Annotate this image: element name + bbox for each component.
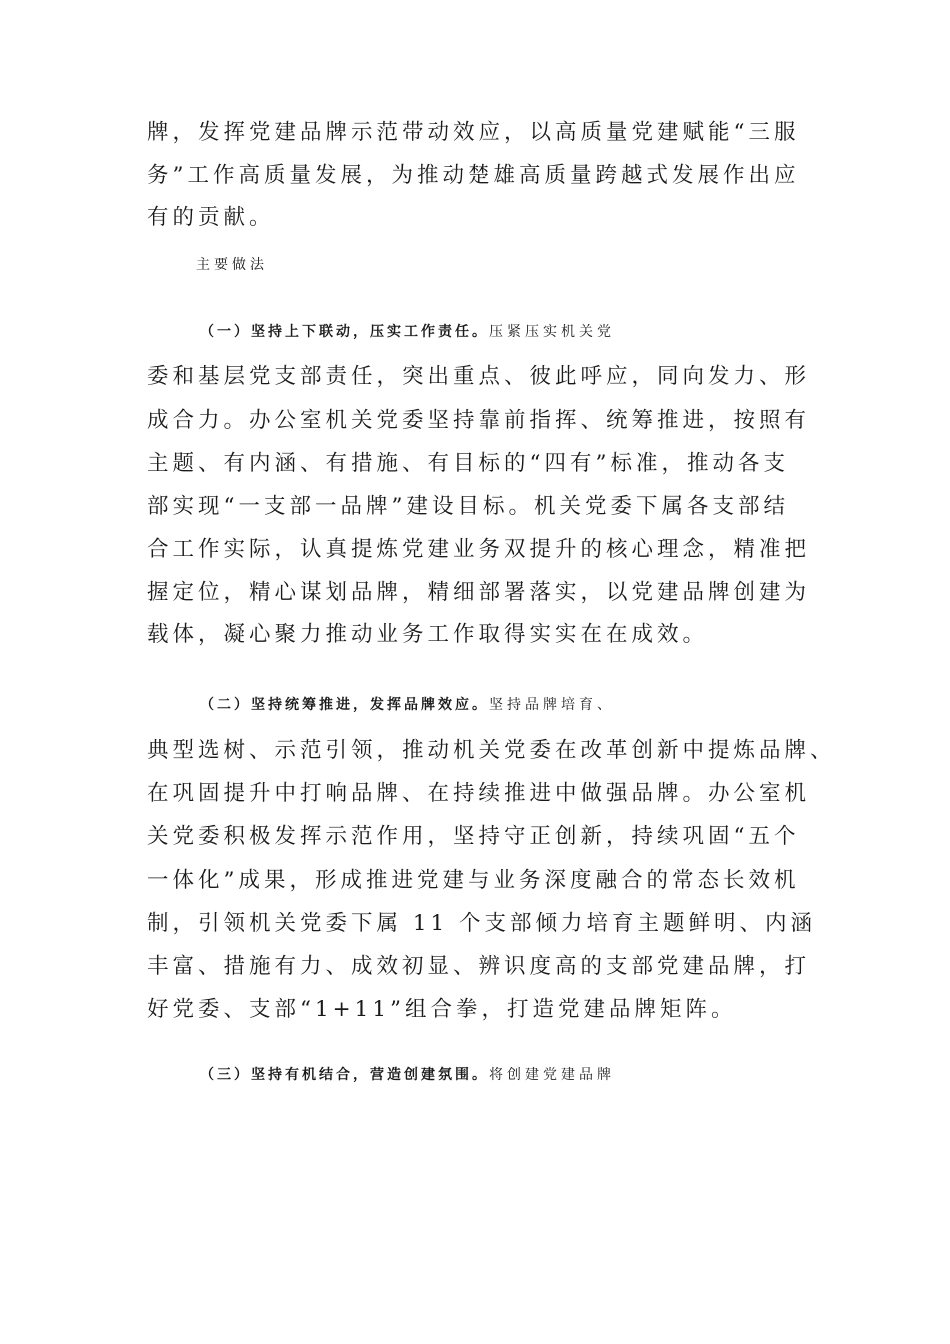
text-line: 委和基层党支部责任，突出重点、彼此呼应，同向发力、形 bbox=[147, 364, 811, 389]
text-line: 一体化”成果，形成推进党建与业务深度融合的常态长效机 bbox=[147, 868, 800, 893]
text-line: 主题、有内涵、有措施、有目标的“四有”标准，推动各支 bbox=[147, 451, 789, 476]
item-first-line bbox=[200, 690, 880, 720]
item-first-line bbox=[200, 317, 880, 347]
text-line: 在巩固提升中打响品牌、在持续推进中做强品牌。办公室机 bbox=[147, 781, 811, 806]
text-line: 握定位，精心谋划品牌，精细部署落实，以党建品牌创建为 bbox=[147, 580, 811, 605]
text-line: 务”工作高质量发展，为推动楚雄高质量跨越式发展作出应 bbox=[147, 163, 800, 188]
text-line: 合工作实际，认真提炼党建业务双提升的核心理念，精准把 bbox=[147, 537, 811, 562]
text-line: 制，引领机关党委下属 11 个支部倾力培育主题鲜明、内涵 bbox=[147, 911, 817, 936]
text-line: 关党委积极发挥示范作用，坚持守正创新，持续巩固“五个 bbox=[147, 824, 800, 849]
item-text: 将创建党建品牌 bbox=[489, 1067, 615, 1083]
text-line: 丰富、措施有力、成效初显、辨识度高的支部党建品牌，打 bbox=[147, 954, 811, 979]
item-title: （二）坚持统筹推进，发挥品牌效应。 bbox=[200, 697, 489, 713]
text-line: 典型选树、示范引领，推动机关党委在改革创新中提炼品牌、 bbox=[147, 738, 836, 763]
item-title: （一）坚持上下联动，压实工作责任。 bbox=[200, 324, 489, 340]
item-first-line bbox=[200, 1060, 880, 1090]
text-line: 有的贡献。 bbox=[147, 205, 275, 230]
text-line: 部实现“一支部一品牌”建设目标。机关党委下属各支部结 bbox=[147, 494, 789, 519]
section-heading: 主要做法 bbox=[196, 257, 268, 273]
item-text: 压紧压实机关党 bbox=[489, 324, 615, 340]
text-line: 载体，凝心聚力推动业务工作取得实实在在成效。 bbox=[147, 622, 709, 647]
text-line: 成合力。办公室机关党委坚持靠前指挥、统筹推进，按照有 bbox=[147, 408, 811, 433]
item-title: （三）坚持有机结合，营造创建氛围。 bbox=[200, 1067, 489, 1083]
text-line: 好党委、支部“1+11”组合拳，打造党建品牌矩阵。 bbox=[147, 997, 737, 1022]
item-text: 坚持品牌培育、 bbox=[489, 697, 615, 713]
text-line: 牌，发挥党建品牌示范带动效应，以高质量党建赋能“三服 bbox=[147, 120, 800, 145]
